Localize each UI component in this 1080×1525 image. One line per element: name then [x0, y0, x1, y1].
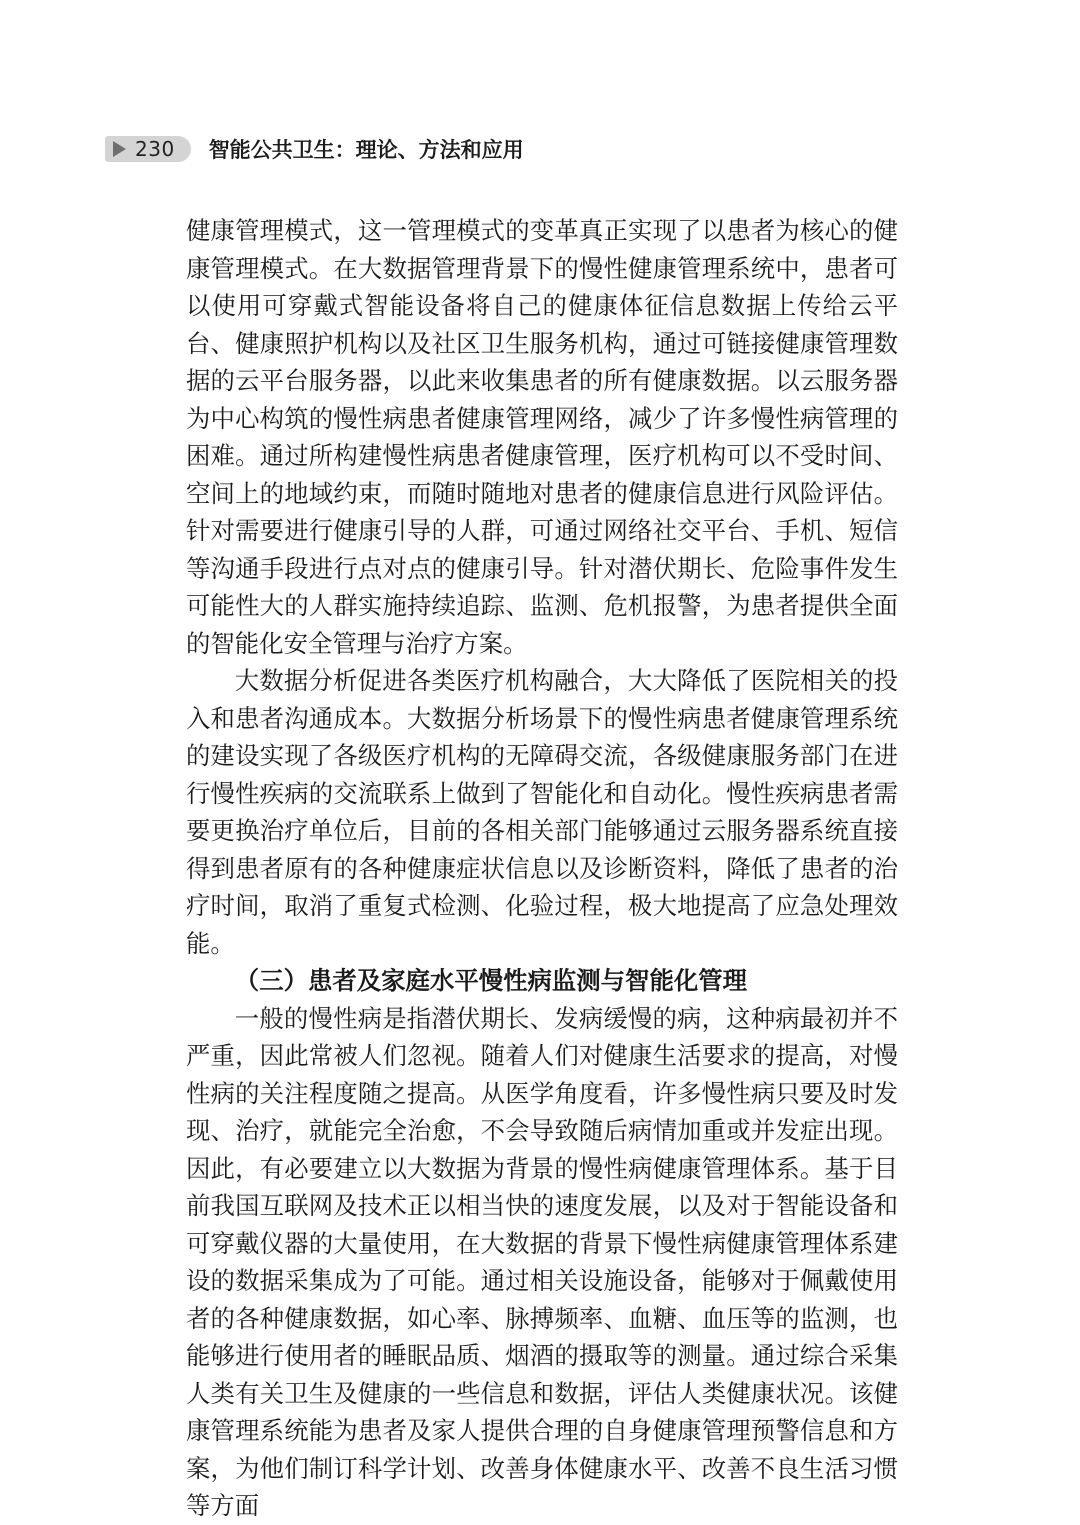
paragraph: 一般的慢性病是指潜伏期长、发病缓慢的病，这种病最初并不严重，因此常被人们忽视。随着人们对健康生活要求的提高，对慢性病的关注程度随之提高。从医学角度看，许多慢性病只要及时发现、治疗，就能完全治愈，不会导致随后病情加重或并发症出现。因此，有必要建立以大数据为背景的慢性病健康管理体系。基于目前我国互联网及技术正以相当快的速度发展，以及对于智能设备和可穿戴仪器的大量使用，在大数据的背景下慢性病健康管理体系建设的数据采集成为了可能。通过相关设施设备，能够对于佩戴使用者的各种健康数据，如心率、脉搏频率、血糖、血压等的监测，也能够进行使用者的睡眠品质、烟酒的摄取等的测量。通过综合采集人类有关卫生及健康的一些信息和数据，评估人类健康状况。该健康管理系统能为患者及家人提供合理的自身健康管理预警信息和方案，为他们制订科学计划、改善身体健康水平、改善不良生活习惯等方面: [186, 1003, 898, 1520]
section-heading: （三）患者及家庭水平慢性病监测与智能化管理: [234, 966, 748, 995]
body-text: [186, 212, 898, 1525]
book-title: 智能公共卫生：理论、方法和应用: [208, 138, 524, 162]
paragraph-continued: 健康管理模式，这一管理模式的变革真正实现了以患者为核心的健康管理模式。在大数据管理背景下的慢性健康管理系统中，患者可以使用可穿戴式智能设备将自己的健康体征信息数据上传给云平台、健康照护机构以及社区卫生服务机构，通过可链接健康管理数据的云平台服务器，以此来收集患者的所有健康数据。以云服务器为中心构筑的慢性病患者健康管理网络，减少了许多慢性病管理的困难。通过所构建慢性病患者健康管理，医疗机构可以不受时间、空间上的地域约束，而随时随地对患者的健康信息进行风险评估。针对需要进行健康引导的人群，可通过网络社交平台、手机、短信等沟通手段进行点对点的健康引导。针对潜伏期长、危险事件发生可能性大的人群实施持续追踪、监测、危机报警，为患者提供全面的智能化安全管理与治疗方案。: [186, 216, 898, 658]
paragraph: 大数据分析促进各类医疗机构融合，大大降低了医院相关的投入和患者沟通成本。大数据分析场景下的慢性病患者健康管理系统的建设实现了各级医疗机构的无障碍交流，各级健康服务部门在进行慢性疾病的交流联系上做到了智能化和自动化。慢性疾病患者需要更换治疗单位后，目前的各相关部门能够通过云服务器系统直接得到患者原有的各种健康症状信息以及诊断资料，降低了患者的治疗时间，取消了重复式检测、化验过程，极大地提高了应急处理效能。: [186, 666, 898, 958]
page-number-tab: [105, 136, 191, 162]
page-number: 230: [135, 137, 175, 161]
running-header: [105, 134, 524, 164]
play-triangle-icon: [113, 141, 126, 157]
